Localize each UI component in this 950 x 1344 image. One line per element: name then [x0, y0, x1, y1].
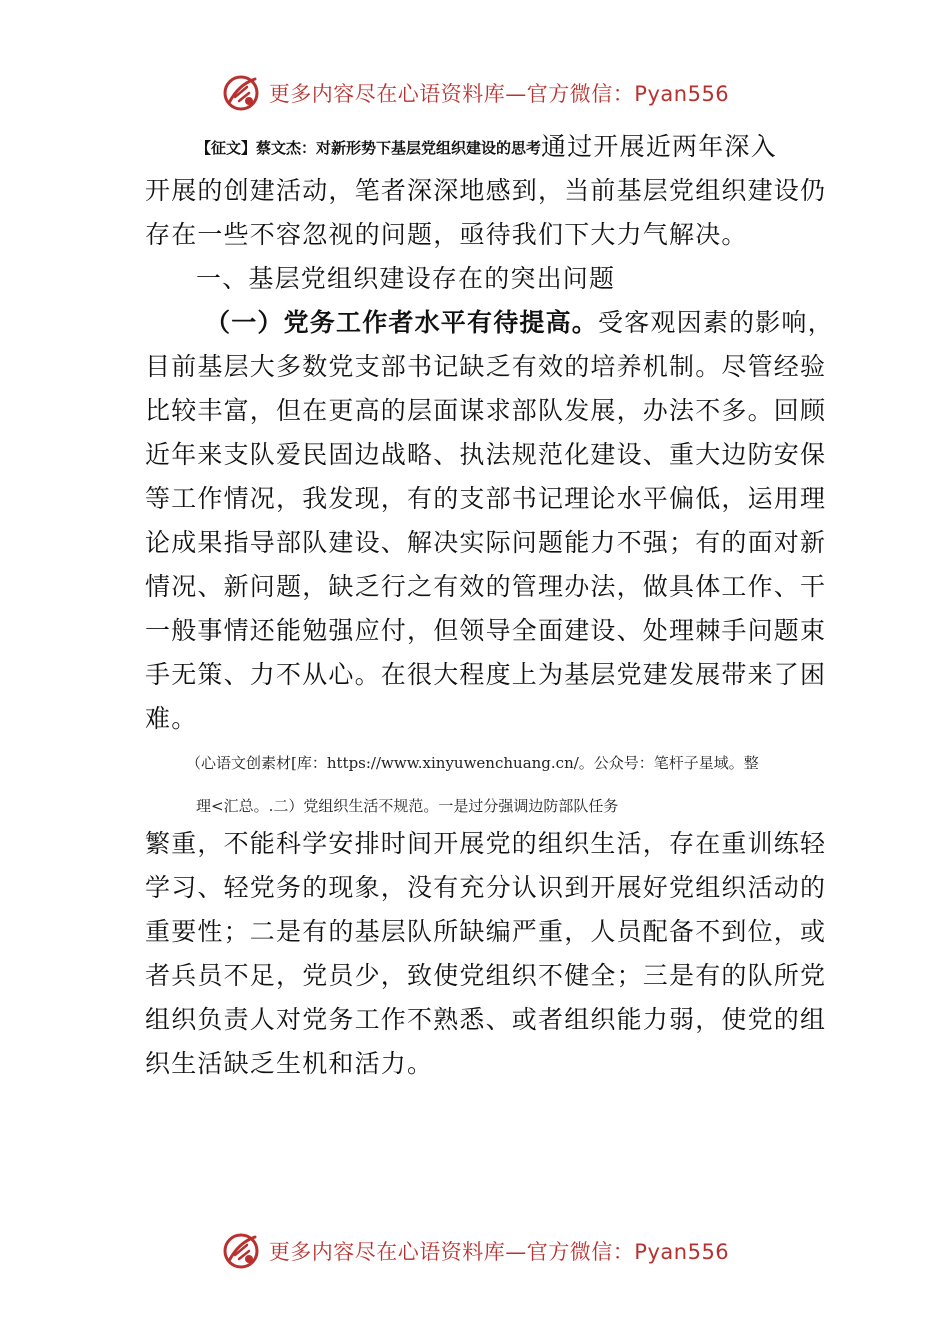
subsection-title: （一）党务工作者水平有待提高。: [205, 308, 599, 337]
paragraph-line: 存在一些不容忽视的问题，亟待我们下大力气解决。: [145, 220, 748, 249]
paragraph-line: 难。: [145, 704, 198, 733]
paragraph-line: 手无策、力不从心。在很大程度上为基层党建发展带来了困: [145, 660, 827, 689]
footer-banner: [0, 1228, 950, 1274]
source-note: （心语文创素材[库：https://www.xinyuwenchuang.cn/。公众号：笔杆子星域。整: [186, 754, 759, 772]
paragraph-line: 等工作情况，我发现，有的支部书记理论水平偏低，运用理: [145, 484, 827, 513]
paragraph-line: 开展的创建活动，笔者深深地感到，当前基层党组织建设仍: [145, 176, 827, 205]
paragraph-line: 织生活缺乏生机和活力。: [145, 1049, 434, 1078]
paragraph-line: 论成果指导部队建设、解决实际问题能力不强；有的面对新: [145, 528, 827, 557]
section-heading: 一、基层党组织建设存在的突出问题: [196, 264, 616, 293]
lead-label: 【征文】蔡文杰：对新形势下基层党组织建设的思考: [196, 139, 542, 157]
banner-text: 更多内容尽在心语资料库—官方微信：Pyan556: [268, 82, 730, 106]
library-logo-icon: [221, 73, 261, 113]
paragraph-line: 比较丰富，但在更高的层面谋求部队发展，办法不多。回顾: [145, 396, 827, 425]
banner-text: 更多内容尽在心语资料库—官方微信：Pyan556: [268, 1240, 730, 1264]
library-logo-icon: [221, 1231, 261, 1271]
source-note: 理<汇总。.二）党组织生活不规范。一是过分强调边防部队任务: [196, 797, 619, 815]
paragraph-line: 情况、新问题，缺乏行之有效的管理办法，做具体工作、干: [145, 572, 827, 601]
paragraph-line: 目前基层大多数党支部书记缺乏有效的培养机制。尽管经验: [145, 352, 827, 381]
paragraph-line: 学习、轻党务的现象，没有充分认识到开展好党组织活动的: [145, 873, 827, 902]
paragraph-line: 一般事情还能勉强应付，但领导全面建设、处理棘手问题束: [145, 616, 827, 645]
paragraph-line: 繁重，不能科学安排时间开展党的组织生活，存在重训练轻: [145, 829, 827, 858]
paragraph-line: （一）党务工作者水平有待提高。受客观因素的影响，: [205, 308, 834, 337]
header-banner: [0, 70, 950, 116]
paragraph-line: 重要性；二是有的基层队所缺编严重，人员配备不到位，或: [145, 917, 827, 946]
paragraph-line: 组织负责人对党务工作不熟悉、或者组织能力弱，使党的组: [145, 1005, 827, 1034]
paragraph-line: 近年来支队爱民固边战略、执法规范化建设、重大边防安保: [145, 440, 827, 469]
paragraph-line: 者兵员不足，党员少，致使党组织不健全；三是有的队所党: [145, 961, 827, 990]
paragraph-line: 【征文】蔡文杰：对新形势下基层党组织建设的思考通过开展近两年深入: [196, 132, 777, 161]
